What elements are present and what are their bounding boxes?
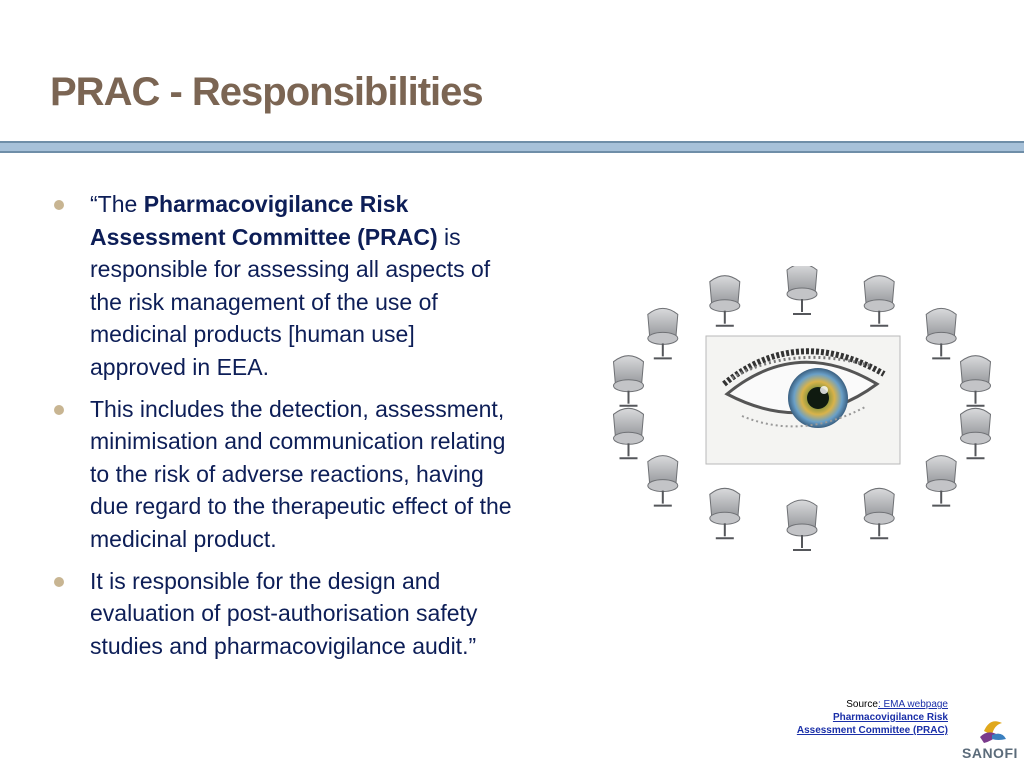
chair-icon — [926, 308, 956, 358]
chair-icon — [614, 356, 644, 406]
eye-with-chairs-circle-icon — [592, 266, 1012, 558]
bullet-dot-icon — [54, 577, 64, 587]
bullet-text-pre: “The — [90, 191, 144, 217]
bullet-text-pre: medicinal products [human use] — [90, 321, 415, 348]
chair-icon — [961, 356, 991, 406]
bullet-line — [90, 351, 555, 384]
bullet-text-pre: the risk management of the use of — [90, 288, 438, 315]
chair-icon — [614, 408, 644, 458]
bullet-text-pre: responsible for assessing all aspects of — [90, 256, 491, 283]
bullet-text-pre: This includes the detection, assessment, — [90, 395, 505, 422]
chair-icon — [864, 276, 894, 326]
chair-icon — [926, 456, 956, 506]
bullet-line — [90, 425, 555, 458]
bullet-line — [90, 253, 555, 286]
bullet-text-pre: studies and pharmacovigilance audit.” — [90, 632, 477, 659]
bullet-text-pre: due regard to the therapeutic effect of the — [90, 493, 512, 520]
bullet-item — [50, 188, 555, 384]
sanofi-logo-text: SANOFI — [962, 745, 1018, 761]
bullet-text-pre: It is responsible for the design and — [90, 567, 441, 594]
bullet-text-pre: medicinal product. — [90, 525, 277, 552]
bullet-list — [50, 188, 555, 671]
bullet-line — [90, 188, 555, 221]
bullet-line — [90, 393, 555, 426]
bullet-text-post: is — [437, 223, 461, 250]
bullet-text-bold: Pharmacovigilance Risk — [143, 191, 409, 217]
chair-icon — [710, 488, 740, 538]
bullet-line — [90, 318, 555, 351]
bullet-line — [90, 597, 555, 630]
bullet-text-bold: Assessment Committee (PRAC) — [90, 223, 438, 250]
source-link-line2[interactable]: Pharmacovigilance Risk — [832, 712, 948, 723]
source-link[interactable]: : EMA webpage — [877, 699, 948, 710]
bullet-text-pre: to the risk of adverse reactions, having — [90, 460, 484, 487]
chair-icon — [787, 266, 817, 314]
bullet-item — [50, 393, 555, 556]
source-link-line3[interactable]: Assessment Committee (PRAC) — [796, 725, 948, 736]
source-citation — [797, 698, 948, 737]
bullet-line — [90, 523, 555, 556]
bullet-text-pre: minimisation and communication relating — [90, 428, 506, 455]
bullet-text-pre: evaluation of post-authorisation safety — [90, 600, 478, 627]
chair-icon — [961, 408, 991, 458]
slide-title: PRAC - Responsibilities — [50, 70, 483, 114]
chair-icon — [864, 488, 894, 538]
source-label: Source — [846, 699, 878, 710]
bullet-line — [90, 565, 555, 598]
bullet-dot-icon — [54, 200, 64, 210]
chair-icon — [648, 456, 678, 506]
title-divider — [0, 141, 1024, 153]
bullet-line — [90, 221, 555, 254]
chair-icon — [710, 276, 740, 326]
bullet-item — [50, 565, 555, 663]
chair-icon — [787, 500, 817, 550]
bullet-line — [90, 630, 555, 663]
bullet-line — [90, 490, 555, 523]
bullet-text-pre: approved in EEA. — [90, 353, 270, 380]
bullet-line — [90, 458, 555, 491]
bullet-dot-icon — [54, 405, 64, 415]
chair-icon — [648, 308, 678, 358]
bullet-line — [90, 286, 555, 319]
